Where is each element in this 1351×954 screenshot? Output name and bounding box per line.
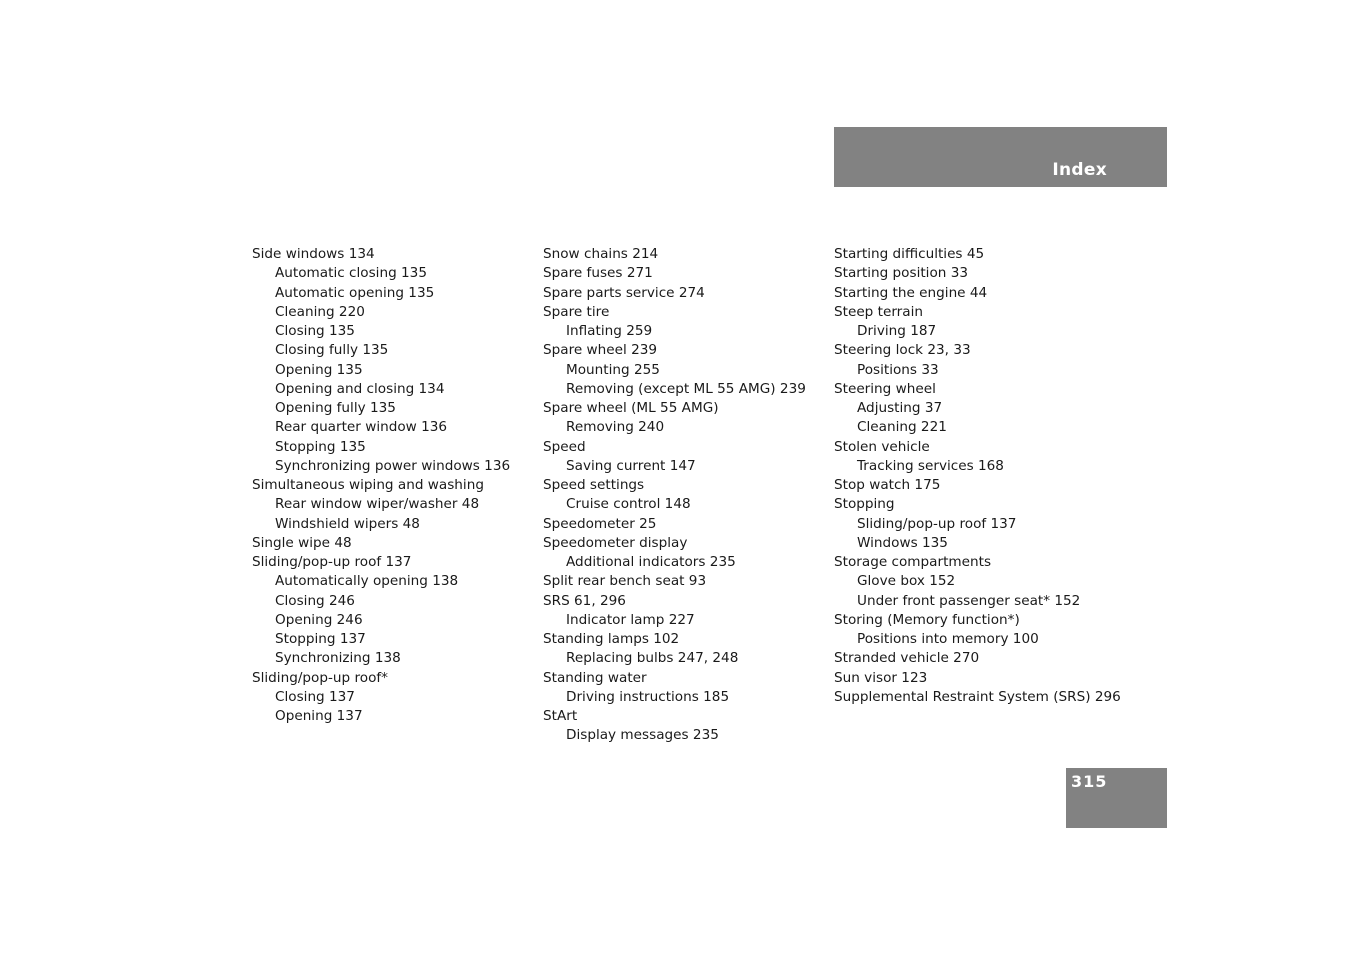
index-entry: Sliding/pop-up roof* — [252, 669, 388, 686]
index-subentry: Automatically opening 138 — [275, 573, 459, 590]
index-entry: Steering lock 23, 33 — [834, 342, 971, 359]
index-entry: Supplemental Restraint System (SRS) 296 — [834, 688, 1121, 705]
index-subentry: Glove box 152 — [857, 573, 956, 590]
index-subentry: Removing 240 — [566, 419, 665, 436]
index-subentry: Cruise control 148 — [566, 496, 691, 513]
index-entry: Spare fuses 271 — [543, 265, 653, 282]
index-entry: SRS 61, 296 — [543, 592, 626, 609]
index-subentry: Windshield wipers 48 — [275, 515, 420, 532]
index-subentry: Closing 246 — [275, 592, 355, 609]
index-entry: Storage compartments — [834, 554, 992, 570]
index-entry: Side windows 134 — [252, 246, 375, 262]
index-entry: Speedometer display — [543, 534, 688, 551]
index-column-1 — [252, 245, 532, 726]
index-entry: Stopping — [834, 496, 895, 513]
index-entry: Spare tire — [543, 303, 610, 320]
index-entry: Stolen vehicle — [834, 438, 930, 455]
index-entry: Stop watch 175 — [834, 477, 941, 493]
index-entry: Simultaneous wiping and washing — [252, 477, 484, 493]
index-entry: Steep terrain — [834, 303, 923, 320]
index-subentry: Opening 135 — [275, 361, 363, 378]
index-subentry: Opening fully 135 — [275, 400, 396, 416]
index-subentry: Driving 187 — [857, 323, 937, 339]
index-subentry: Opening 246 — [275, 611, 363, 628]
index-column-3 — [834, 245, 1121, 707]
index-subentry: Stopping 135 — [275, 438, 366, 455]
index-subentry: Replacing bulbs 247, 248 — [566, 650, 739, 667]
index-subentry: Rear window wiper/washer 48 — [275, 496, 480, 513]
index-entry: StArt — [543, 708, 578, 724]
index-entry: Starting the engine 44 — [834, 284, 988, 301]
index-entry: Steering wheel — [834, 380, 936, 397]
index-column-2 — [543, 245, 823, 746]
index-subentry: Cleaning 220 — [275, 303, 365, 320]
index-entry: Snow chains 214 — [543, 246, 659, 262]
index-subentry: Closing fully 135 — [275, 342, 389, 359]
index-subentry: Positions into memory 100 — [857, 631, 1039, 647]
index-subentry: Windows 135 — [857, 534, 948, 551]
page-number-box — [1066, 768, 1167, 828]
index-subentry: Mounting 255 — [566, 361, 660, 378]
index-entry: Starting position 33 — [834, 265, 969, 282]
index-subentry: Closing 135 — [275, 323, 355, 339]
page-number: 315 — [1071, 772, 1108, 791]
index-subentry: Stopping 137 — [275, 631, 366, 647]
index-entry: Starting difficulties 45 — [834, 246, 985, 262]
index-subentry: Opening and closing 134 — [275, 380, 445, 397]
index-subentry: Sliding/pop-up roof 137 — [857, 515, 1017, 532]
index-entry: Spare wheel (ML 55 AMG) — [543, 400, 719, 416]
index-header-bar — [834, 127, 1167, 187]
index-entry: Sliding/pop-up roof 137 — [252, 554, 412, 570]
index-entry: Single wipe 48 — [252, 534, 352, 551]
index-subentry: Opening 137 — [275, 708, 363, 724]
index-entry: Sun visor 123 — [834, 669, 928, 686]
index-subentry: Adjusting 37 — [857, 400, 943, 416]
index-entry: Speedometer 25 — [543, 515, 657, 532]
index-title: Index — [1052, 160, 1107, 180]
index-subentry: Additional indicators 235 — [566, 554, 736, 570]
index-subentry: Indicator lamp 227 — [566, 611, 695, 628]
index-entry: Spare parts service 274 — [543, 284, 705, 301]
index-subentry: Closing 137 — [275, 688, 355, 705]
index-entry: Speed — [543, 438, 586, 455]
index-subentry: Positions 33 — [857, 361, 939, 378]
index-subentry: Synchronizing power windows 136 — [275, 457, 511, 474]
index-entry: Storing (Memory function*) — [834, 611, 1020, 628]
index-subentry: Cleaning 221 — [857, 419, 947, 436]
index-subentry: Rear quarter window 136 — [275, 419, 448, 436]
index-entry: Standing lamps 102 — [543, 631, 680, 647]
index-subentry: Automatic opening 135 — [275, 284, 435, 301]
index-entry: Spare wheel 239 — [543, 342, 658, 359]
index-subentry: Automatic closing 135 — [275, 265, 427, 282]
index-subentry: Synchronizing 138 — [275, 650, 401, 667]
index-subentry: Under front passenger seat* 152 — [857, 592, 1081, 609]
index-subentry: Display messages 235 — [566, 727, 719, 744]
index-entry: Speed settings — [543, 477, 645, 493]
index-entry: Split rear bench seat 93 — [543, 573, 707, 590]
index-subentry: Inflating 259 — [566, 323, 653, 339]
index-entry: Standing water — [543, 669, 647, 686]
index-subentry: Saving current 147 — [566, 457, 696, 474]
index-entry: Stranded vehicle 270 — [834, 650, 980, 667]
index-subentry: Removing (except ML 55 AMG) 239 — [566, 380, 806, 397]
index-subentry: Tracking services 168 — [857, 457, 1004, 474]
index-subentry: Driving instructions 185 — [566, 688, 730, 705]
